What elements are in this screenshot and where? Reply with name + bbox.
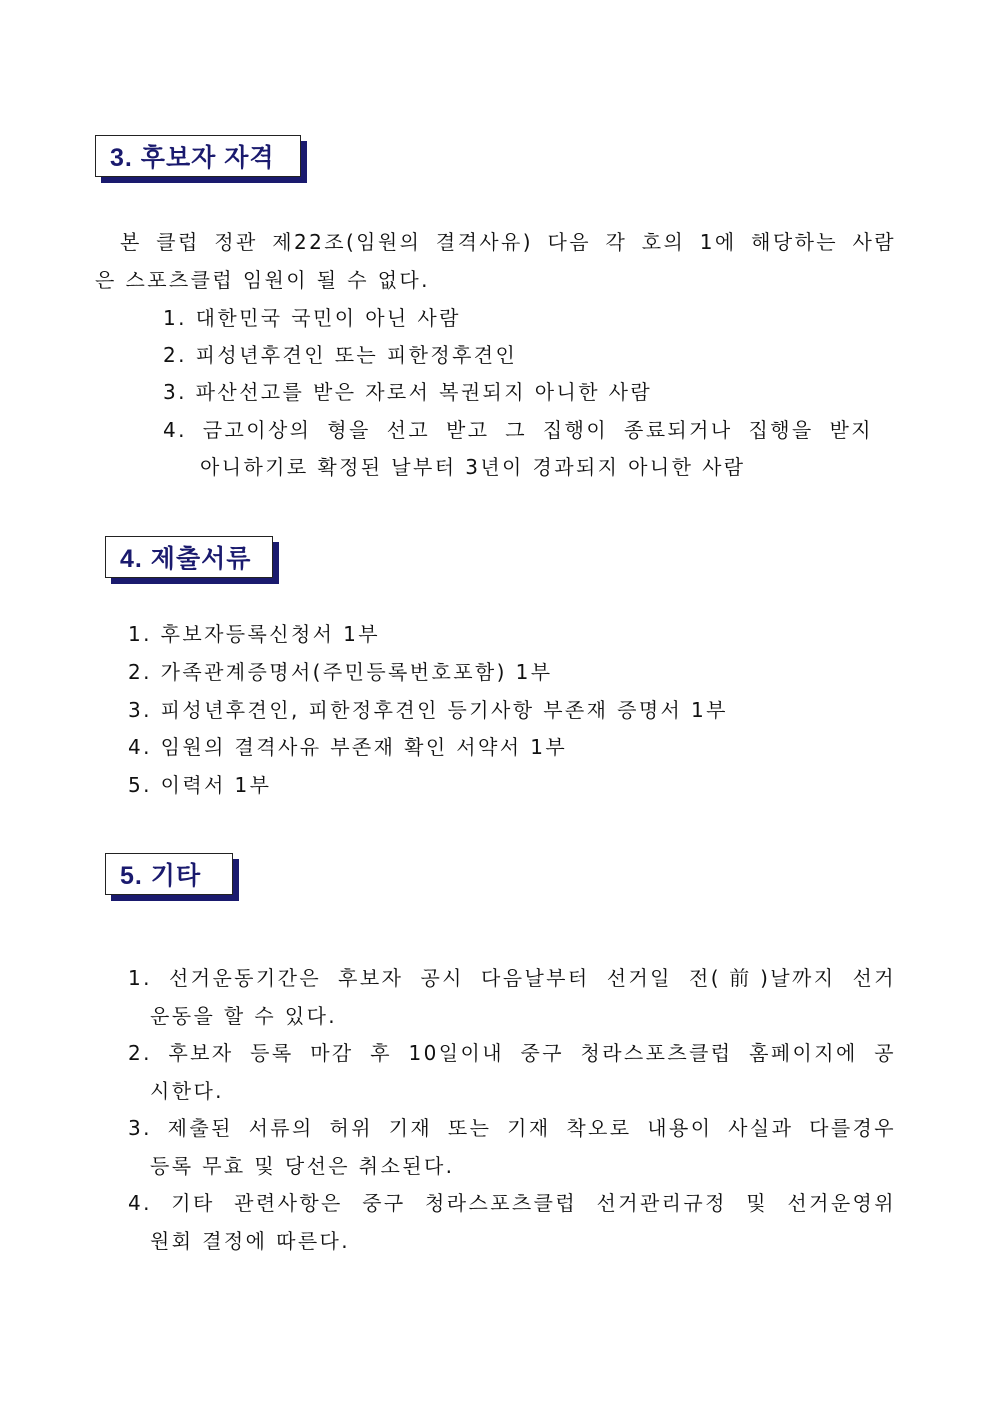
section-4-item-4: 4. 임원의 결격사유 부존재 확인 서약서 1부 bbox=[128, 735, 568, 759]
section-5-item-4: 4. 기타 관련사항은 중구 청라스포츠클럽 선거관리규정 및 선거운영위 bbox=[128, 1191, 896, 1215]
section-4-item-5: 5. 이력서 1부 bbox=[128, 773, 272, 797]
section-5-item-2-continued: 시한다. bbox=[150, 1079, 224, 1103]
section-4-item-3: 3. 피성년후견인, 피한정후견인 등기사항 부존재 증명서 1부 bbox=[128, 698, 728, 722]
section-3-paragraph-line-1: 본 클럽 정관 제22조(임원의 결격사유) 다음 각 호의 1에 해당하는 사람 bbox=[120, 230, 896, 254]
section-4-item-1: 1. 후보자등록신청서 1부 bbox=[128, 622, 381, 646]
section-5-item-3: 3. 제출된 서류의 허위 기재 또는 기재 착오로 내용이 사실과 다를경우 bbox=[128, 1116, 896, 1140]
section-3-paragraph-line-2: 은 스포츠클럽 임원이 될 수 없다. bbox=[95, 268, 430, 292]
section-3-item-1: 1. 대한민국 국민이 아닌 사람 bbox=[163, 306, 461, 330]
section-5-item-3-continued: 등록 무효 및 당선은 취소된다. bbox=[150, 1154, 455, 1178]
section-3-heading: 3. 후보자 자격 bbox=[95, 135, 301, 177]
section-4-heading: 4. 제출서류 bbox=[105, 536, 273, 578]
section-3-item-4: 4. 금고이상의 형을 선고 받고 그 집행이 종료되거나 집행을 받지 bbox=[163, 418, 873, 442]
section-5-heading: 5. 기타 bbox=[105, 853, 233, 895]
section-4-item-2: 2. 가족관계증명서(주민등록번호포함) 1부 bbox=[128, 660, 553, 684]
section-5-item-2: 2. 후보자 등록 마감 후 10일이내 중구 청라스포츠클럽 홈페이지에 공 bbox=[128, 1041, 896, 1065]
section-5-item-1: 1. 선거운동기간은 후보자 공시 다음날부터 선거일 전(前)날까지 선거 bbox=[128, 966, 896, 990]
section-5-item-1-continued: 운동을 할 수 있다. bbox=[150, 1004, 338, 1028]
section-3-item-3: 3. 파산선고를 받은 자로서 복권되지 아니한 사람 bbox=[163, 380, 653, 404]
section-5-item-4-continued: 원회 결정에 따른다. bbox=[150, 1229, 351, 1253]
section-3-item-2: 2. 피성년후견인 또는 피한정후견인 bbox=[163, 343, 518, 367]
section-3-item-4-continued: 아니하기로 확정된 날부터 3년이 경과되지 아니한 사람 bbox=[200, 455, 746, 479]
